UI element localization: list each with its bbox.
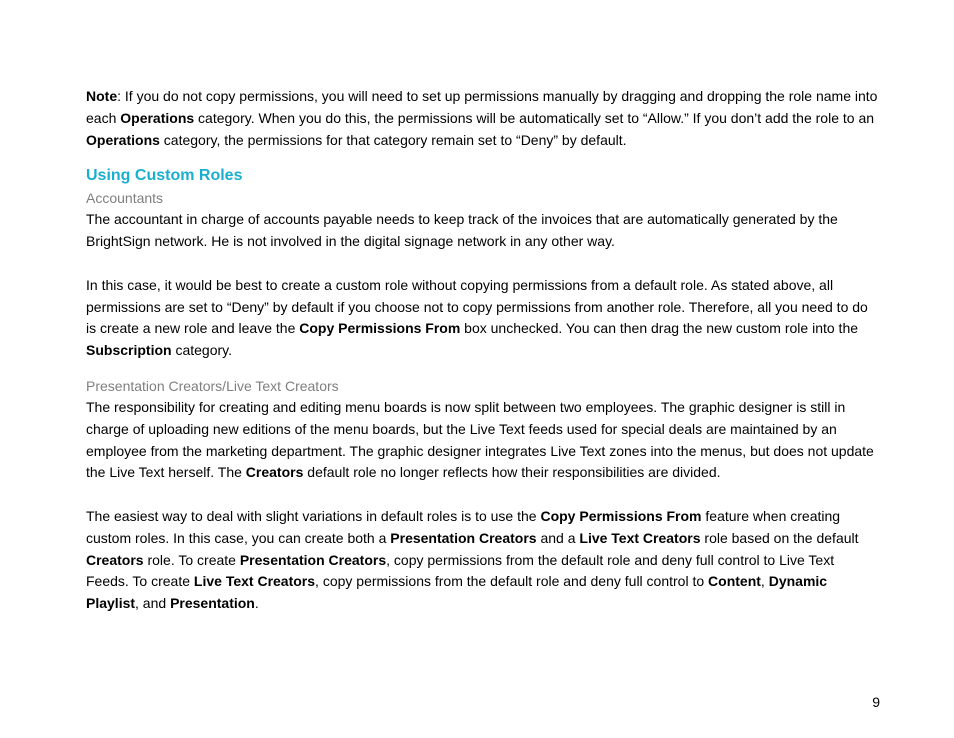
note-label: Note	[86, 88, 118, 104]
presentation-paragraph-2: The easiest way to deal with slight variations in default roles is to use the Copy Permissions From feature when creating custom roles. In this case, you can create both a Presentation Creators and a Live Text Creators role based on the default Creators role. To create Presentation Creators, copy permissions from the default role and deny full control to Live Text Feeds. To create Live Text Creators, copy permissions from the default role and deny full control to Content, Dynamic Playlist, and Presentation.	[86, 507, 859, 612]
subheading-presentation-creators: Presentation Creators/Live Text Creators	[86, 377, 339, 394]
accountants-paragraph-2: In this case, it would be best to create a custom role without copying permissions from a default role. As stated above, all permissions are set to “Deny” by default if you choose not to copy permissions from another role. Therefore, all you need to do is create a new role and leave the Copy Permissions From box unchecked. You can then drag the new custom role into the Subscription category.	[86, 276, 868, 359]
section-heading: Using Custom Roles	[86, 167, 243, 185]
note-paragraph: Note: If you do not copy permissions, you will need to set up permissions manually by dragging and dropping the role name into each Operations category. When you do this, the permissions will be automatically set to “Allow.” If you don’t add the role to an Operations category, the permissions for that category remain set to “Deny” by default.	[86, 88, 878, 148]
subheading-accountants: Accountants	[86, 190, 164, 207]
page-number: 9	[872, 694, 880, 710]
accountants-paragraph-1: The accountant in charge of accounts payable needs to keep track of the invoices that are automatically generated by the BrightSign network. He is not involved in the digital signage network in any other way.	[86, 211, 838, 250]
presentation-paragraph-1: The responsibility for creating and editing menu boards is now split between two employees. The graphic designer is still in charge of uploading new editions of the menu boards, but the Live Text feeds used for special deals are maintained by an employee from the marketing department. The graphic designer integrates Live Text zones into the menus, but does not update the Live Text herself. The Creators default role no longer reflects how their responsibilities are divided.	[86, 398, 874, 481]
document-page	[86, 86, 878, 615]
paragraph-spacer	[86, 253, 878, 275]
section-spacer	[86, 362, 878, 374]
paragraph-spacer	[86, 484, 878, 506]
